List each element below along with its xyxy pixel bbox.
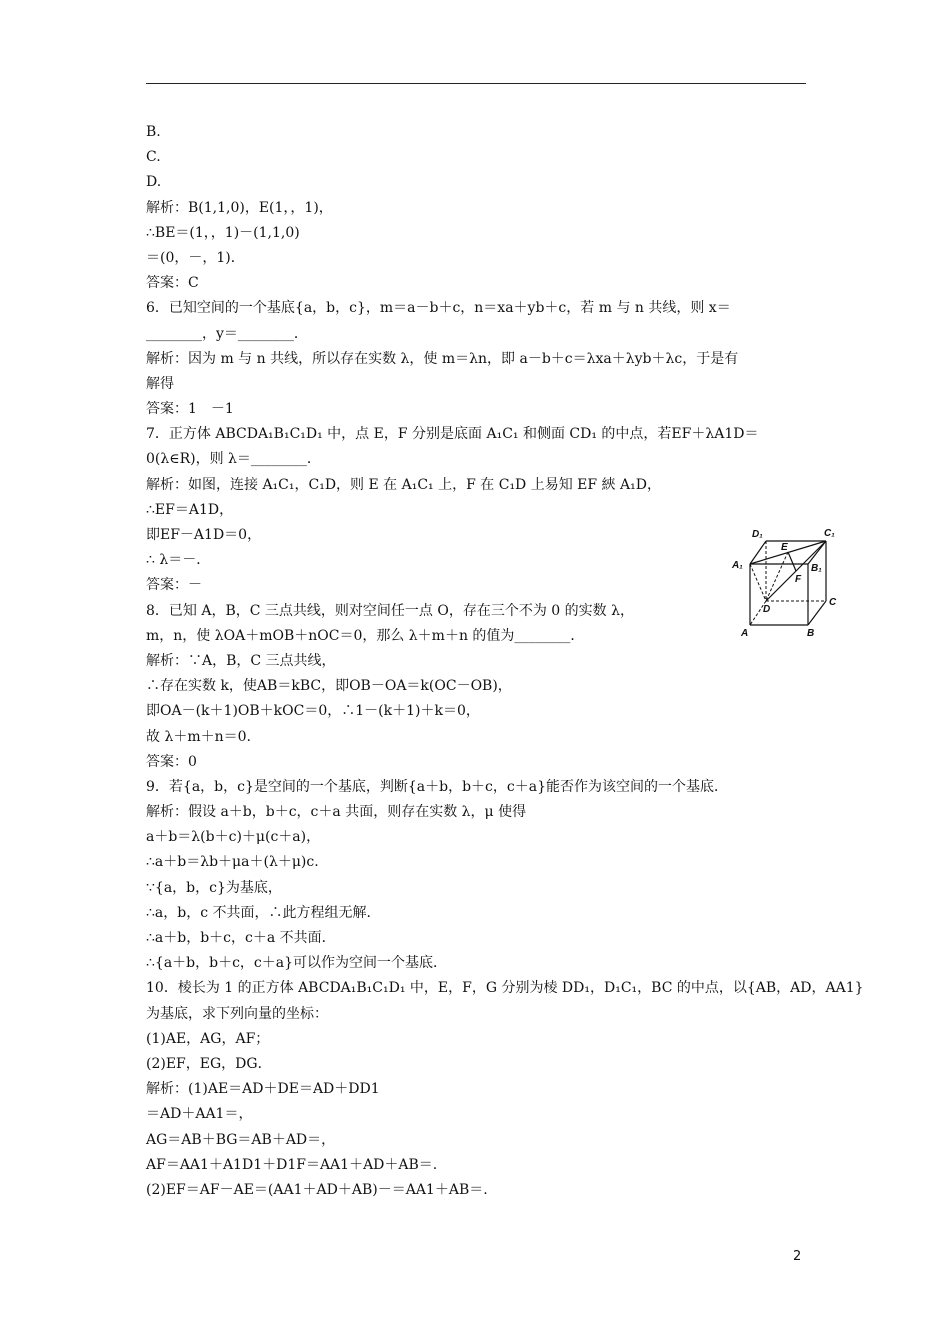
text-line: ∴{a＋b，b＋c，c＋a}可以作为空间一个基底． <box>146 955 448 972</box>
text-line: ∴a＋b，b＋c，c＋a 不共面． <box>146 930 336 946</box>
label-e: E <box>781 542 788 553</box>
text-line: 解析：B(1,1,0)，E(1，，1)， <box>146 199 333 216</box>
label-b1: B₁ <box>811 563 822 574</box>
text-line: 6．已知空间的一个基底{a，b，c}，m＝a－b＋c，n＝xa＋yb＋c，若 m 与 n 共线，则 x＝ <box>146 300 731 317</box>
segment-ef <box>788 552 796 571</box>
text-line: AF＝AA1＋A1D1＋D1F＝AA1＋AD＋AB＝. <box>146 1156 438 1173</box>
text-line: 解析：如图，连接 A₁C₁，C₁D，则 E 在 A₁C₁ 上，F 在 C₁D 上易知 EF 綊 A₁D， <box>146 476 661 493</box>
text-line: 答案：0 <box>146 753 197 770</box>
text-line: ∴EF＝A1D， <box>146 501 234 518</box>
text-line: a＋b＝λ(b＋c)＋μ(c＋a)， <box>146 829 321 846</box>
text-line: 10．棱长为 1 的正方体 ABCDA₁B₁C₁D₁ 中，E，F，G 分别为棱 DD₁，D₁C₁，BC 的中点，以{AB，AD，AA1} <box>146 980 864 997</box>
text-line: ∴ λ＝－． <box>146 552 211 569</box>
text-line: 0(λ∈R)，则 λ＝________． <box>146 451 321 468</box>
cube-edge <box>750 541 766 564</box>
label-d: D <box>763 604 771 615</box>
text-line: 为基底，求下列向量的坐标： <box>146 1005 328 1022</box>
label-f: F <box>795 574 802 585</box>
document-body <box>146 120 864 1203</box>
text-line: 即EF－A1D＝0， <box>146 527 262 543</box>
label-c: C <box>829 597 837 608</box>
text-line: 解析：假设 a＋b，b＋c，c＋a 共面，则存在实数 λ，μ 使得 <box>146 804 527 821</box>
text-line: 答案：－ <box>146 577 202 594</box>
text-line: 答案：1 －1 <box>146 401 234 418</box>
text-line: B. <box>146 124 161 140</box>
text-line: (1)AE，AG，AF； <box>146 1030 270 1047</box>
text-line: 故 λ＋m＋n＝0. <box>146 728 251 745</box>
cube-figure <box>728 524 843 640</box>
label-a1: A₁ <box>732 560 743 571</box>
cube-edge <box>808 601 826 625</box>
text-line: C. <box>146 149 161 166</box>
text-line: AG＝AB＋BG＝AB＋AD＝， <box>146 1131 336 1148</box>
text-line: (2)EF，EG，DG． <box>146 1055 272 1072</box>
text-line: 9．若{a，b，c}是空间的一个基底，判断{a＋b，b＋c，c＋a}能否作为该空间的一个基底． <box>146 778 728 795</box>
text-line: ∴BE＝(1，，1)－(1,1,0) <box>146 224 300 241</box>
text-line: 解析：(1)AE＝AD＋DE＝AD＋DD1 <box>146 1081 380 1098</box>
text-line: 即OA－(k＋1)OB＋kOC＝0，∴1－(k＋1)＋k＝0， <box>146 703 480 720</box>
text-line: 8．已知 A，B，C 三点共线，则对空间任一点 O，存在三个不为 0 的实数 λ， <box>146 602 634 619</box>
text-line: 解析：∵A，B，C 三点共线， <box>146 652 336 669</box>
text-line: 解析：因为 m 与 n 共线，所以存在实数 λ，使 m＝λn，即 a－b＋c＝λxa＋λyb＋λc，于是有 <box>146 350 739 367</box>
text-line: m，n，使 λOA＋mOB＋nOC＝0，那么 λ＋m＋n 的值为________． <box>146 627 585 644</box>
text-line: 7．正方体 ABCDA₁B₁C₁D₁ 中，点 E，F 分别是底面 A₁C₁ 和侧面 CD₁ 的中点，若EF＋λA1D＝ <box>146 426 759 443</box>
text-line: 解得 <box>146 375 174 392</box>
label-d1: D₁ <box>752 529 763 540</box>
hidden-ed <box>766 552 788 601</box>
header-rule <box>146 83 806 84</box>
text-line: ________，y＝________． <box>146 325 308 342</box>
label-c1: C₁ <box>824 528 835 539</box>
text-line: ∴a，b，c 不共面，∴此方程组无解． <box>146 904 381 921</box>
page-number: 2 <box>793 1249 802 1264</box>
label-a: A <box>741 628 749 639</box>
label-b: B <box>807 628 815 639</box>
text-line: ∴a＋b＝λb＋μa＋(λ＋μ)c. <box>146 854 319 871</box>
hidden-a1d <box>750 564 766 601</box>
text-line: 答案：C <box>146 275 199 292</box>
text-line: ＝(0，－，1)． <box>146 249 245 266</box>
text-line: ∵{a，b，c}为基底， <box>146 879 282 896</box>
text-line: ＝AD＋AA1＝， <box>146 1106 253 1123</box>
text-line: (2)EF＝AF－AE＝(AA1＋AD＋AB)－＝AA1＋AB＝. <box>146 1181 488 1198</box>
text-line: ∴存在实数 k，使AB＝kBC，即OB－OA＝k(OC－OB)， <box>146 678 512 695</box>
text-line: D. <box>146 174 162 191</box>
